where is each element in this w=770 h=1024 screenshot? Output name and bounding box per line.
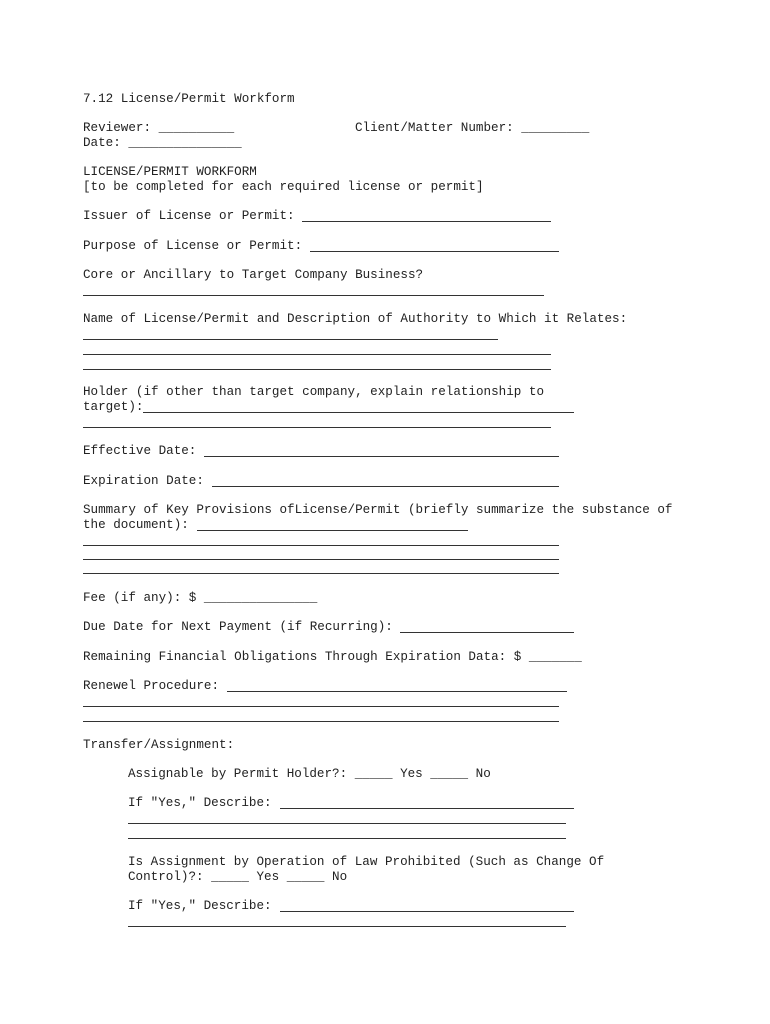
transfer-heading: Transfer/Assignment: [83, 738, 235, 752]
holder-blank-1[interactable] [143, 412, 574, 413]
renewal-label: Renewel Procedure: [83, 679, 220, 693]
remaining-obligations-field[interactable]: Remaining Financial Obligations Through Expiration Data: $ _______ [83, 650, 582, 664]
core-ancillary-label: Core or Ancillary to Target Company Business? [83, 268, 424, 282]
if-yes-describe-label-1: If "Yes," Describe: [128, 796, 272, 810]
summary-label-line2: the document): [83, 518, 189, 532]
if-yes-describe-label-2: If "Yes," Describe: [128, 899, 272, 913]
effective-date-blank[interactable] [204, 456, 559, 457]
holder-label-line2: target): [83, 400, 144, 414]
if-yes-describe-blank-2a[interactable] [280, 911, 574, 912]
summary-blank-3[interactable] [83, 559, 559, 560]
renewal-blank-2[interactable] [83, 706, 559, 707]
renewal-blank-3[interactable] [83, 721, 559, 722]
if-yes-describe-blank-1b[interactable] [128, 823, 566, 824]
page-heading: 7.12 License/Permit Workform [83, 92, 295, 106]
if-yes-describe-blank-1c[interactable] [128, 838, 566, 839]
purpose-blank[interactable] [310, 251, 559, 252]
renewal-blank-1[interactable] [227, 691, 567, 692]
summary-label-line1: Summary of Key Provisions ofLicense/Permit (briefly summarize the substance of [83, 503, 673, 517]
expiration-date-blank[interactable] [212, 486, 559, 487]
purpose-label: Purpose of License or Permit: [83, 239, 303, 253]
core-ancillary-blank[interactable] [83, 295, 544, 296]
if-yes-describe-blank-1a[interactable] [280, 808, 574, 809]
client-matter-field[interactable]: Client/Matter Number: _________ [355, 121, 590, 135]
summary-blank-4[interactable] [83, 573, 559, 574]
due-date-label: Due Date for Next Payment (if Recurring): [83, 620, 393, 634]
due-date-blank[interactable] [400, 632, 574, 633]
license-name-blank-3[interactable] [83, 369, 551, 370]
summary-blank-2[interactable] [83, 545, 559, 546]
fee-field[interactable]: Fee (if any): $ _______________ [83, 591, 318, 605]
form-note: [to be completed for each required license or permit] [83, 180, 484, 194]
if-yes-describe-blank-2b[interactable] [128, 926, 566, 927]
issuer-label: Issuer of License or Permit: [83, 209, 295, 223]
holder-blank-2[interactable] [83, 427, 551, 428]
operation-of-law-label-line1: Is Assignment by Operation of Law Prohibited (Such as Change Of [128, 855, 605, 869]
assignable-field[interactable]: Assignable by Permit Holder?: _____ Yes _____ No [128, 767, 491, 781]
license-name-label: Name of License/Permit and Description of Authority to Which it Relates: [83, 312, 628, 326]
reviewer-field[interactable]: Reviewer: __________ [83, 121, 235, 135]
operation-of-law-field[interactable]: Control)?: _____ Yes _____ No [128, 870, 348, 884]
form-title: LICENSE/PERMIT WORKFORM [83, 165, 257, 179]
date-field[interactable]: Date: _______________ [83, 136, 242, 150]
expiration-date-label: Expiration Date: [83, 474, 204, 488]
license-name-blank-1[interactable] [83, 339, 498, 340]
summary-blank-1[interactable] [197, 530, 468, 531]
effective-date-label: Effective Date: [83, 444, 197, 458]
holder-label-line1: Holder (if other than target company, explain relationship to [83, 385, 545, 399]
license-name-blank-2[interactable] [83, 354, 551, 355]
issuer-blank[interactable] [302, 221, 551, 222]
